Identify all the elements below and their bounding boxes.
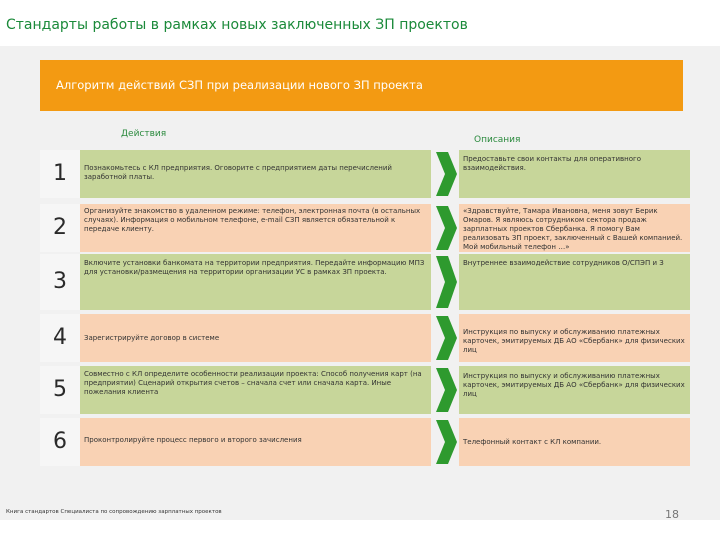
step-description: Предоставьте свои контакты для оперативного взаимодействия. (459, 150, 690, 198)
step-description: «Здравствуйте, Тамара Ивановна, меня зовут Берик Омаров. Я являюсь сотрудником сектора продаж зарплатных проектов Сбербанка. Я помогу Вам реализовать ЗП проект, заключенный с Вашей компанией. Мой мобильный телефон …» (459, 204, 690, 252)
step-action: Проконтролируйте процесс первого и второго зачисления (80, 418, 431, 466)
step-action: Совместно с КЛ определите особенности реализации проекта: Способ получения карт (на предприятии) Сценарий открытия счетов – сначала счет или сначала карта. Иные пожелания клиента (80, 366, 431, 414)
chevron-right-icon (434, 418, 458, 466)
step-number: 2 (40, 204, 80, 252)
slide-title: Стандарты работы в рамках новых заключенных ЗП проектов (6, 17, 468, 33)
step-row-3 (40, 254, 690, 310)
actions-column-header: Действия (121, 129, 167, 139)
step-number: 6 (40, 418, 80, 466)
step-action: Познакомьтесь с КЛ предприятия. Оговорите с предприятием даты перечислений заработной платы. (80, 150, 431, 198)
step-row-5 (40, 366, 690, 414)
step-description: Телефонный контакт с КЛ компании. (459, 418, 690, 466)
step-action: Включите установки банкомата на территории предприятия. Передайте информацию МПЗ для установки/размещения на территории организации УС в рамках ЗП проекта. (80, 254, 431, 310)
algorithm-banner: Алгоритм действий СЗП при реализации нового ЗП проекта (40, 60, 683, 111)
chevron-right-icon (434, 254, 458, 310)
step-number: 5 (40, 366, 80, 414)
page-number: 18 (665, 508, 679, 521)
step-description: Внутреннее взаимодействие сотрудников О/СПЭП и З (459, 254, 690, 310)
step-row-2 (40, 204, 690, 252)
chevron-right-icon (434, 314, 458, 362)
step-row-6 (40, 418, 690, 466)
descriptions-column-header: Описания (474, 135, 521, 145)
step-number: 1 (40, 150, 80, 198)
chevron-right-icon (434, 150, 458, 198)
step-description: Инструкция по выпуску и обслуживанию платежных карточек, эмитируемых ДБ АО «Сбербанк» для физических лиц (459, 314, 690, 362)
step-row-1 (40, 150, 690, 198)
step-number: 4 (40, 314, 80, 362)
chevron-right-icon (434, 366, 458, 414)
footer-text: Книга стандартов Специалиста по сопровождению зарплатных проектов (6, 509, 222, 515)
step-action: Организуйте знакомство в удаленном режиме: телефон, электронная почта (в остальных случаях). Информация о мобильном телефоне, e-mail СЗП является обязательной к передаче клиенту. (80, 204, 431, 252)
step-row-4 (40, 314, 690, 362)
step-number: 3 (40, 254, 80, 310)
step-description: Инструкция по выпуску и обслуживанию платежных карточек, эмитируемых ДБ АО «Сбербанк» для физических лиц (459, 366, 690, 414)
step-action: Зарегистрируйте договор в системе (80, 314, 431, 362)
chevron-right-icon (434, 204, 458, 252)
